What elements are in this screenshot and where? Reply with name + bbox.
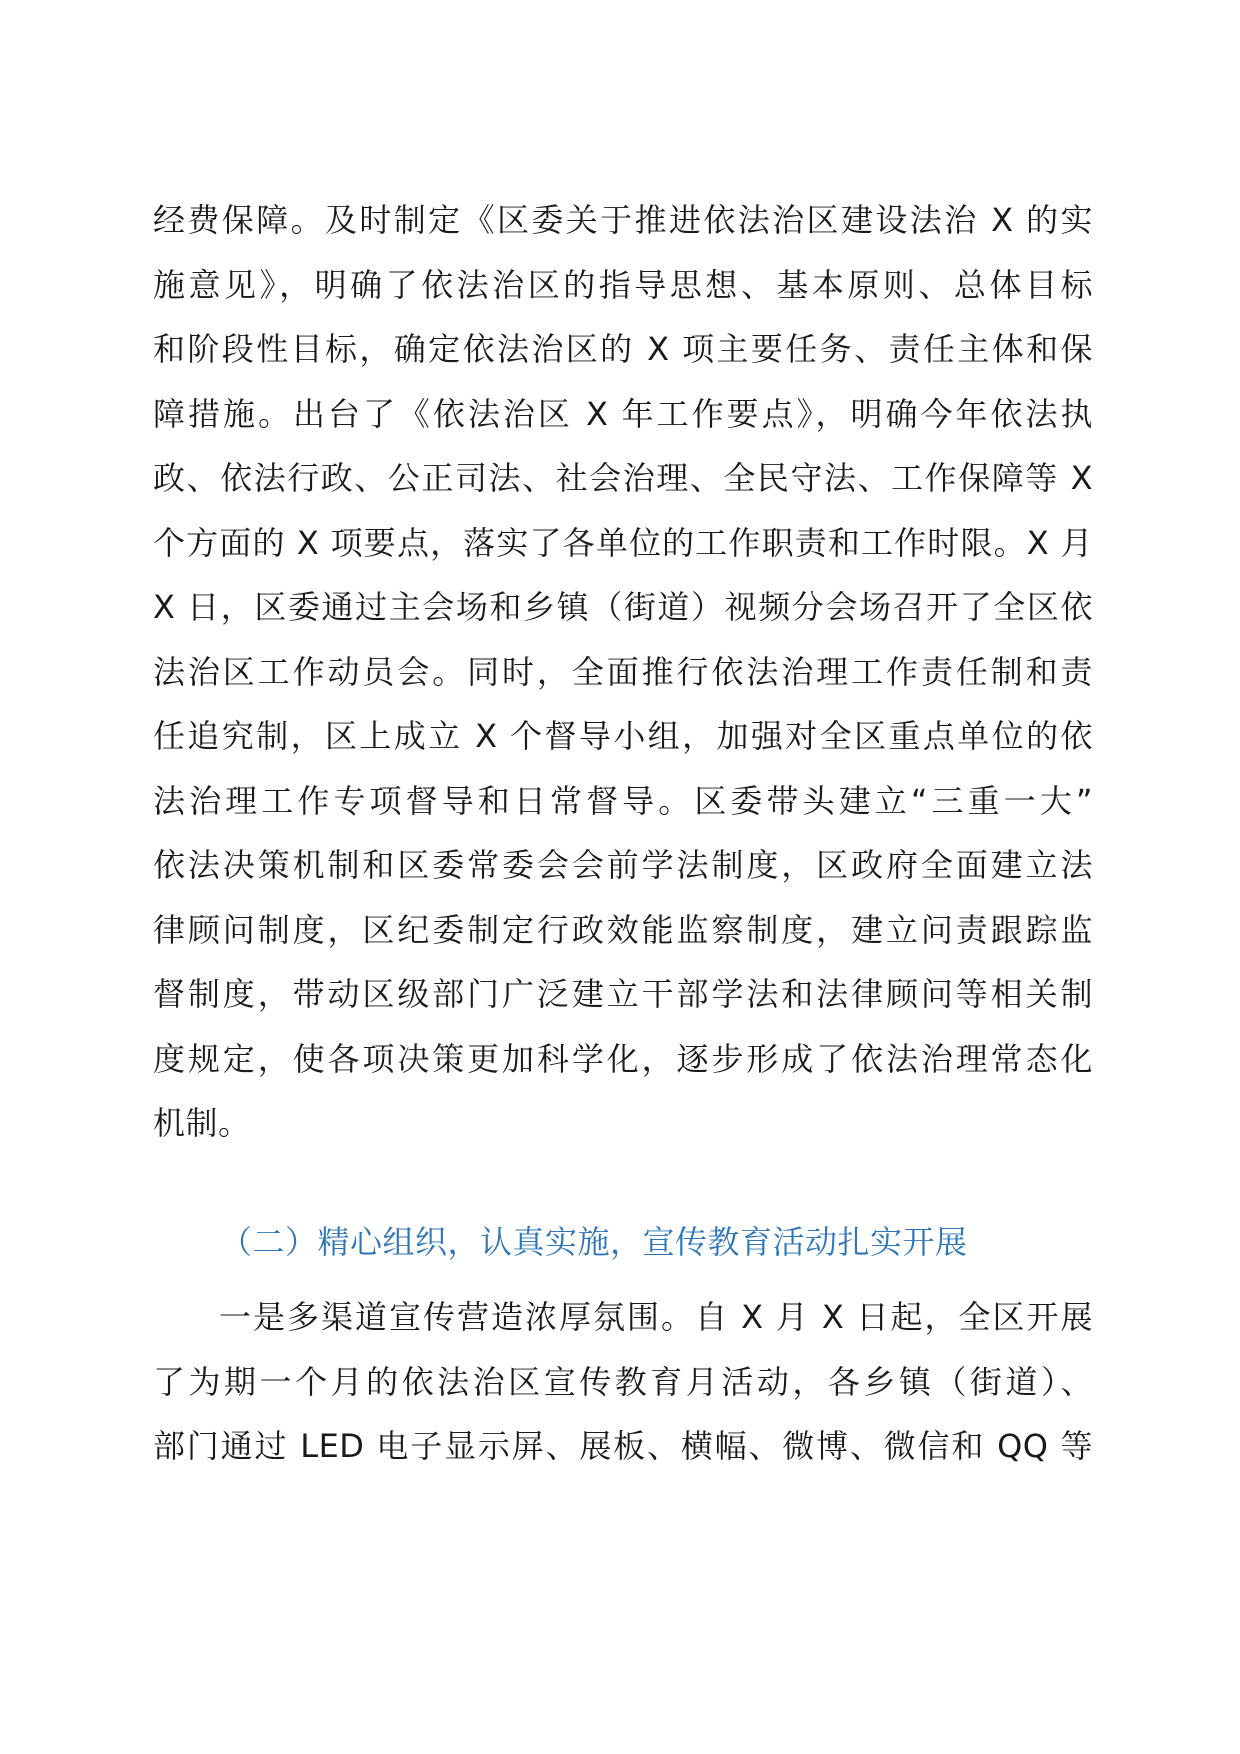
paragraph-line: 督制度，带动区级部门广泛建立干部学法和法律顾问等相关制 [153,975,1093,1013]
paragraph-line: 一是多渠道宣传营造浓厚氛围。自 X 月 X 日起，全区开展 [219,1298,1093,1336]
paragraph-line: 法治理工作专项督导和日常督导。区委带头建立“三重一大” [153,781,1093,820]
paragraph-line: 施意见》，明确了依法治区的指导思想、基本原则、总体目标 [153,265,1093,304]
paragraph-line: 障措施。出台了《依法治区 X 年工作要点》，明确今年依法执 [153,394,1093,433]
paragraph-line: 部门通过 LED 电子显示屏、展板、横幅、微博、微信和 QQ 等 [153,1427,1093,1465]
paragraph-line: 律顾问制度，区纪委制定行政效能监察制度，建立问责跟踪监 [153,910,1093,949]
paragraph-line: X 日，区委通过主会场和乡镇（街道）视频分会场召开了全区依 [153,588,1093,626]
body-paragraph-1 [153,188,1093,1156]
body-paragraph-2 [153,1285,1093,1479]
paragraph-line: 个方面的 X 项要点，落实了各单位的工作职责和工作时限。X 月 [153,523,1093,562]
paragraph-line: 法治区工作动员会。同时，全面推行依法治理工作责任制和责 [153,652,1093,691]
paragraph-line: 政、依法行政、公正司法、社会治理、全民守法、工作保障等 X [153,459,1093,497]
section-heading: （二）精心组织，认真实施，宣传教育活动扎实开展 [220,1223,968,1261]
paragraph-line: 机制。 [153,1104,251,1142]
paragraph-line: 度规定，使各项决策更加科学化，逐步形成了依法治理常态化 [153,1039,1093,1078]
paragraph-line: 了为期一个月的依法治区宣传教育月活动，各乡镇（街道）、 [153,1362,1093,1401]
paragraph-line: 任追究制，区上成立 X 个督导小组，加强对全区重点单位的依 [153,717,1093,755]
paragraph-line: 依法决策机制和区委常委会会前学法制度，区政府全面建立法 [153,846,1093,884]
paragraph-line: 经费保障。及时制定《区委关于推进依法治区建设法治 X 的实 [153,201,1093,239]
paragraph-line: 和阶段性目标，确定依法治区的 X 项主要任务、责任主体和保 [153,330,1093,368]
